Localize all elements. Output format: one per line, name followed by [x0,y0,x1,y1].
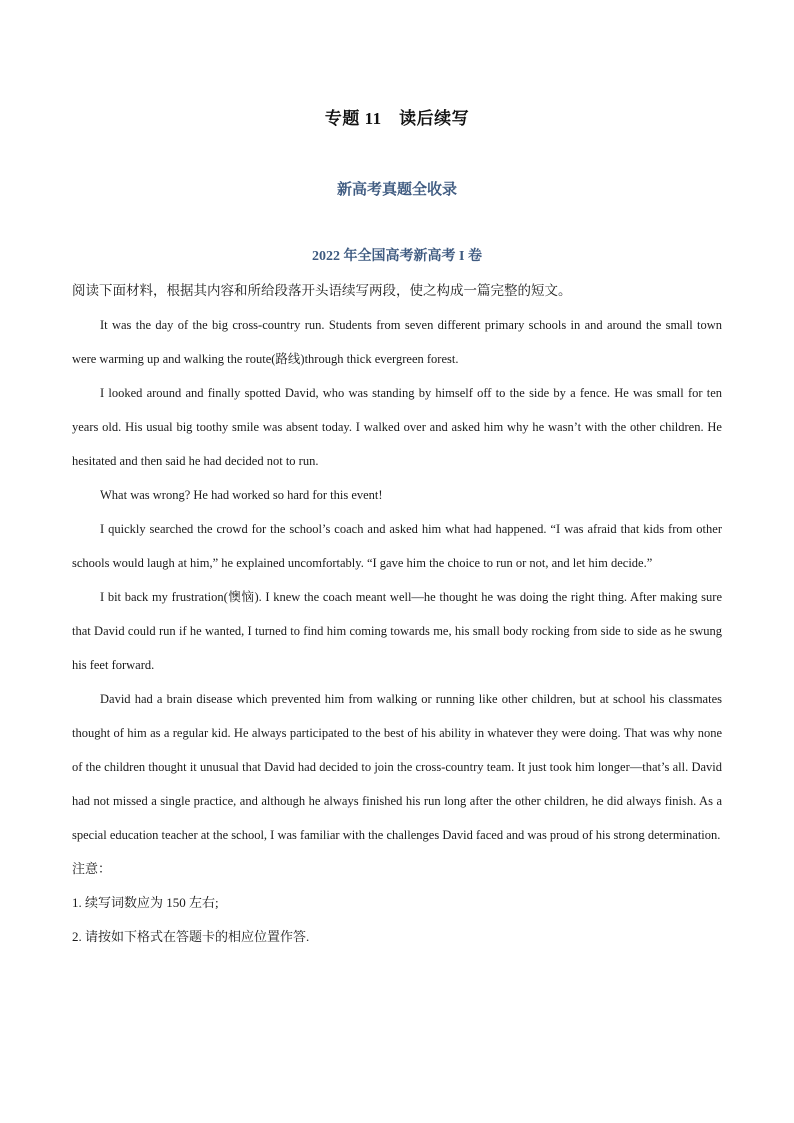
page-title: 专题 11 读后续写 [324,109,470,128]
story-paragraph: I quickly searched the crowd for the school’s coach and asked him what had happened. “I was afraid that kids from other schools would laugh at him,” he explained uncomfortably. “I gave him the choice to run or not, and let him decide.” [72,522,722,570]
section-subtitle: 新高考真题全收录 [336,182,457,198]
story-paragraph: I looked around and finally spotted David, who was standing by himself off to the side by a fence. He was small for ten years old. His usual big toothy smile was absent today. I walked over and asked him why he wasn’t with the other children. He hesitated and then said he had decided not to run. [72,386,722,468]
story-paragraph: It was the day of the big cross-country run. Students from seven different primary schools in and around the small town were warming up and walking the route(路线)through thick evergreen forest. [72,318,722,366]
exam-title: 2022 年全国高考新高考 I 卷 [312,249,482,264]
story-paragraph: I bit back my frustration(懊恼). I knew the coach meant well—he thought he was doing the right thing. After making sure that David could run if he wanted, I turned to find him coming towards me, his small body rocking from side to side as he swung his feet forward. [72,590,722,672]
story-paragraph: What was wrong? He had worked so hard for this event! [100,488,383,502]
note-item: 1. 续写词数应为 150 左右; [72,895,219,910]
notes-heading: 注意： [72,861,112,876]
note-item: 2. 请按如下格式在答题卡的相应位置作答. [72,929,310,944]
document-body [72,276,722,954]
instruction-text: 阅读下面材料，根据其内容和所给段落开头语续写两段，使之构成一篇完整的短文。 [72,283,572,298]
story-paragraph: David had a brain disease which prevented him from walking or running like other children, but at school his classmates thought of him as a regular kid. He always participated to the best of his ability in whatever they were doing. That was why none of the children thought it unusual that David had decided to join the cross-country team. It just took him longer—that’s all. David had not missed a single practice, and although he always finished his run long after the other children, he did always finish. As a special education teacher at the school, I was familiar with the challenges David faced and was proud of his strong determination. [72,692,722,842]
